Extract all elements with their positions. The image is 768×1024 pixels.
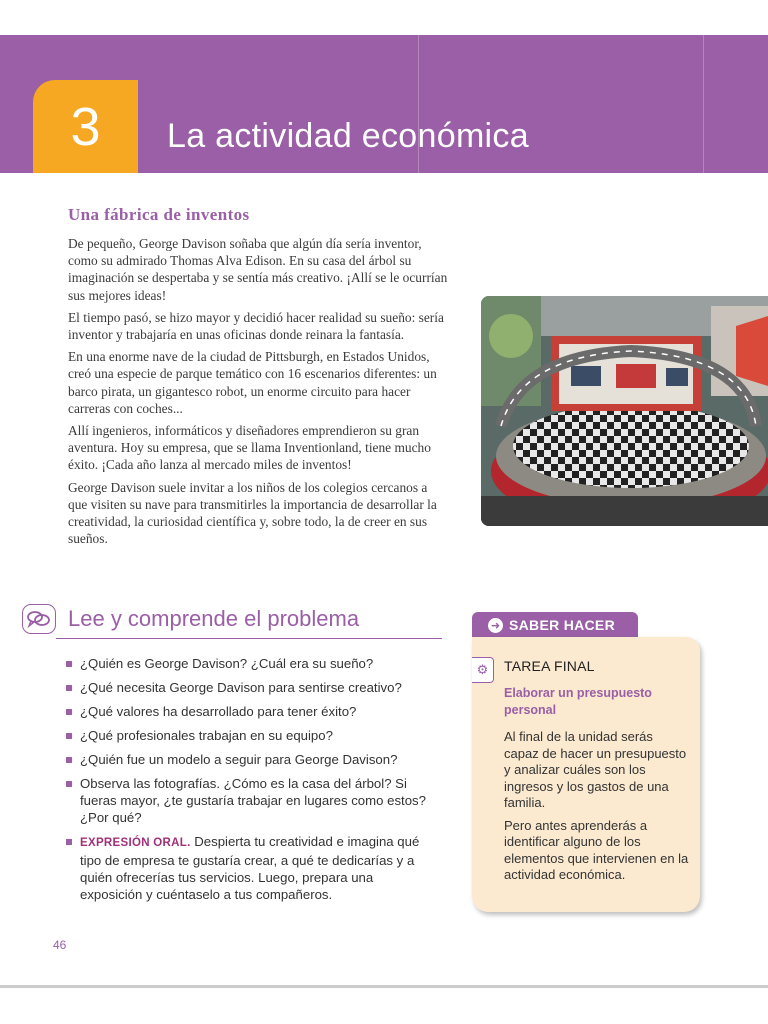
story-paragraph: El tiempo pasó, se hizo mayor y decidió hacer realidad su sueño: sería inventor y trabajaría en unas oficinas donde reinara la fantasía. [68, 309, 444, 343]
inventionland-photo [481, 296, 768, 526]
saber-hacer-label: SABER HACER [509, 617, 615, 633]
tarea-paragraph: Pero antes aprenderás a identificar alguno de los elementos que intervienen en la actividad económica. [504, 817, 689, 882]
bullet-square-icon [66, 839, 72, 845]
banner-seam [703, 35, 704, 173]
list-item: ¿Qué necesita George Davison para sentirse creativo? [66, 679, 436, 696]
story-paragraph: En una enorme nave de la ciudad de Pittsburgh, en Estados Unidos, creó una especie de parque temático con 16 escenarios diferentes: un barco pirata, un gigantesco robot, un enorme circuito para hacer carreras con coches... [68, 349, 437, 416]
bullet-square-icon [66, 709, 72, 715]
bullet-square-icon [66, 781, 72, 787]
story-paragraph: George Davison suele invitar a los niños de los colegios cercanos a que visiten su nave para transmitirles la importancia de desarrollar la creatividad, la curiosidad científica y, sobre todo, la de creer en sus sueños. [68, 479, 437, 547]
oral-expression-text: Despierta tu creatividad e imagina qué tipo de empresa te gustaría crear, a qué te dedicarías y a quién ofrecerías tus servicios. Luego, prepara una exposición y cuéntaselo a tus compañeros. [80, 834, 420, 902]
tarea-final-body [504, 729, 689, 890]
story-title: Una fábrica de inventos [68, 205, 250, 224]
bullet-square-icon [66, 733, 72, 739]
tarea-paragraph: Al final de la unidad serás capaz de hacer un presupuesto y analizar cuáles son los ingresos y los gastos de una familia. [504, 729, 687, 810]
section-header [22, 604, 420, 638]
footer-divider [0, 985, 768, 988]
story-paragraph: De pequeño, George Davison soñaba que algún día sería inventor, como su admirado Thomas Alva Edison. En su casa del árbol su imaginación se despertaba y se sentía más creativo. ¡Allí se le ocurrían sus mejores ideas! [68, 236, 448, 303]
arrow-right-circle-icon: ➜ [488, 618, 503, 633]
bullet-square-icon [66, 661, 72, 667]
tarea-final-box [472, 637, 700, 912]
question-list [66, 655, 436, 910]
tarea-final-title: TAREA FINAL [504, 658, 595, 674]
unit-title: La actividad económica [167, 117, 529, 155]
top-margin [0, 0, 768, 35]
unit-number: 3 [70, 96, 101, 157]
list-item: ¿Qué profesionales trabajan en su equipo? [66, 727, 436, 744]
speech-bubbles-icon [22, 604, 56, 634]
story-paragraph: Allí ingenieros, informáticos y diseñadores emprendieron su gran aventura. Hoy su empresa, que se llama Inventionland, tiene mucho éxito. ¡Cada año lanza al mercado miles de inventos! [68, 423, 431, 473]
story-text [68, 235, 448, 552]
list-item: ¿Quién es George Davison? ¿Cuál era su sueño? [66, 655, 436, 672]
section-divider [56, 638, 442, 639]
unit-number-badge [33, 80, 138, 173]
section-title: Lee y comprende el problema [68, 606, 360, 631]
list-item-oral-expression [66, 833, 436, 903]
oral-expression-label: EXPRESIÓN ORAL. [80, 837, 191, 849]
saber-hacer-tab [472, 612, 638, 638]
page-number: 46 [53, 938, 67, 952]
list-item: ¿Qué valores ha desarrollado para tener éxito? [66, 703, 436, 720]
list-item: Observa las fotografías. ¿Cómo es la casa del árbol? Si fueras mayor, ¿te gustaría trabajar en lugares como estos? ¿Por qué? [66, 775, 436, 826]
tarea-final-subtitle: Elaborar un presupuesto personal [504, 686, 652, 717]
photo-illustration [481, 296, 768, 526]
gears-icon: ⚙ [472, 657, 494, 683]
list-item: ¿Quién fue un modelo a seguir para George Davison? [66, 751, 436, 768]
bullet-square-icon [66, 685, 72, 691]
bullet-square-icon [66, 757, 72, 763]
